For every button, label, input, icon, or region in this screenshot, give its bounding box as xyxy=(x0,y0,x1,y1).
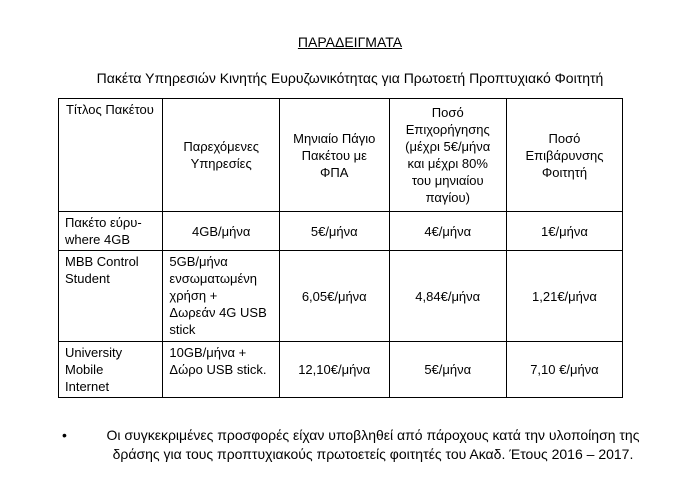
page-heading: ΠΑΡΑΔΕΙΓΜΑΤΑ xyxy=(297,34,403,50)
table-row xyxy=(59,212,623,251)
header-services: Παρεχόμενες Υπηρεσίες xyxy=(163,99,280,212)
table-row xyxy=(59,251,623,342)
table-header-row xyxy=(59,99,623,212)
cell-student-charge: 1,21€/μήνα xyxy=(506,251,622,342)
header-subsidy-amount: Ποσό Επιχορήγησης (μέχρι 5€/μήνα και μέχρι 80% του μηνιαίου παγίου) xyxy=(389,99,506,212)
cell-monthly-fee: 6,05€/μήνα xyxy=(279,251,389,342)
header-package-title: Τίτλος Πακέτου xyxy=(59,99,163,212)
bullet-icon: • xyxy=(62,427,67,443)
cell-student-charge: 7,10 €/μήνα xyxy=(506,342,622,398)
cell-subsidy-amount: 5€/μήνα xyxy=(389,342,506,398)
cell-services: 5GB/μήνα ενσωματωμένη χρήση + Δωρεάν 4G USB stick xyxy=(163,251,280,342)
cell-subsidy-amount: 4,84€/μήνα xyxy=(389,251,506,342)
cell-services: 10GB/μήνα + Δώρο USB stick. xyxy=(163,342,280,398)
cell-student-charge: 1€/μήνα xyxy=(506,212,622,251)
cell-package-title: MBB Control Student xyxy=(59,251,163,342)
cell-package-title: University Mobile Internet xyxy=(59,342,163,398)
page-subtitle: Πακέτα Υπηρεσιών Κινητής Ευρυζωνικότητας για Πρωτοετή Προπτυχιακό Φοιτητή xyxy=(96,70,604,86)
packages-table xyxy=(58,98,623,398)
cell-monthly-fee: 12,10€/μήνα xyxy=(279,342,389,398)
cell-package-title: Πακέτο εύρυ- where 4GB xyxy=(59,212,163,251)
header-monthly-fee: Μηνιαίο Πάγιο Πακέτου με ΦΠΑ xyxy=(279,99,389,212)
header-student-charge: Ποσό Επιβάρυνσης Φοιτητή xyxy=(506,99,622,212)
footnote xyxy=(62,426,662,464)
table-row xyxy=(59,342,623,398)
footnote-text: Οι συγκεκριμένες προσφορές είχαν υποβληθεί από πάροχους κατά την υλοποίηση της δράσης για τους προπτυχιακούς πρωτοετείς φοιτητές του Ακαδ. Έτους 2016 – 2017. xyxy=(106,427,640,462)
cell-services: 4GB/μήνα xyxy=(163,212,280,251)
cell-monthly-fee: 5€/μήνα xyxy=(279,212,389,251)
cell-subsidy-amount: 4€/μήνα xyxy=(389,212,506,251)
